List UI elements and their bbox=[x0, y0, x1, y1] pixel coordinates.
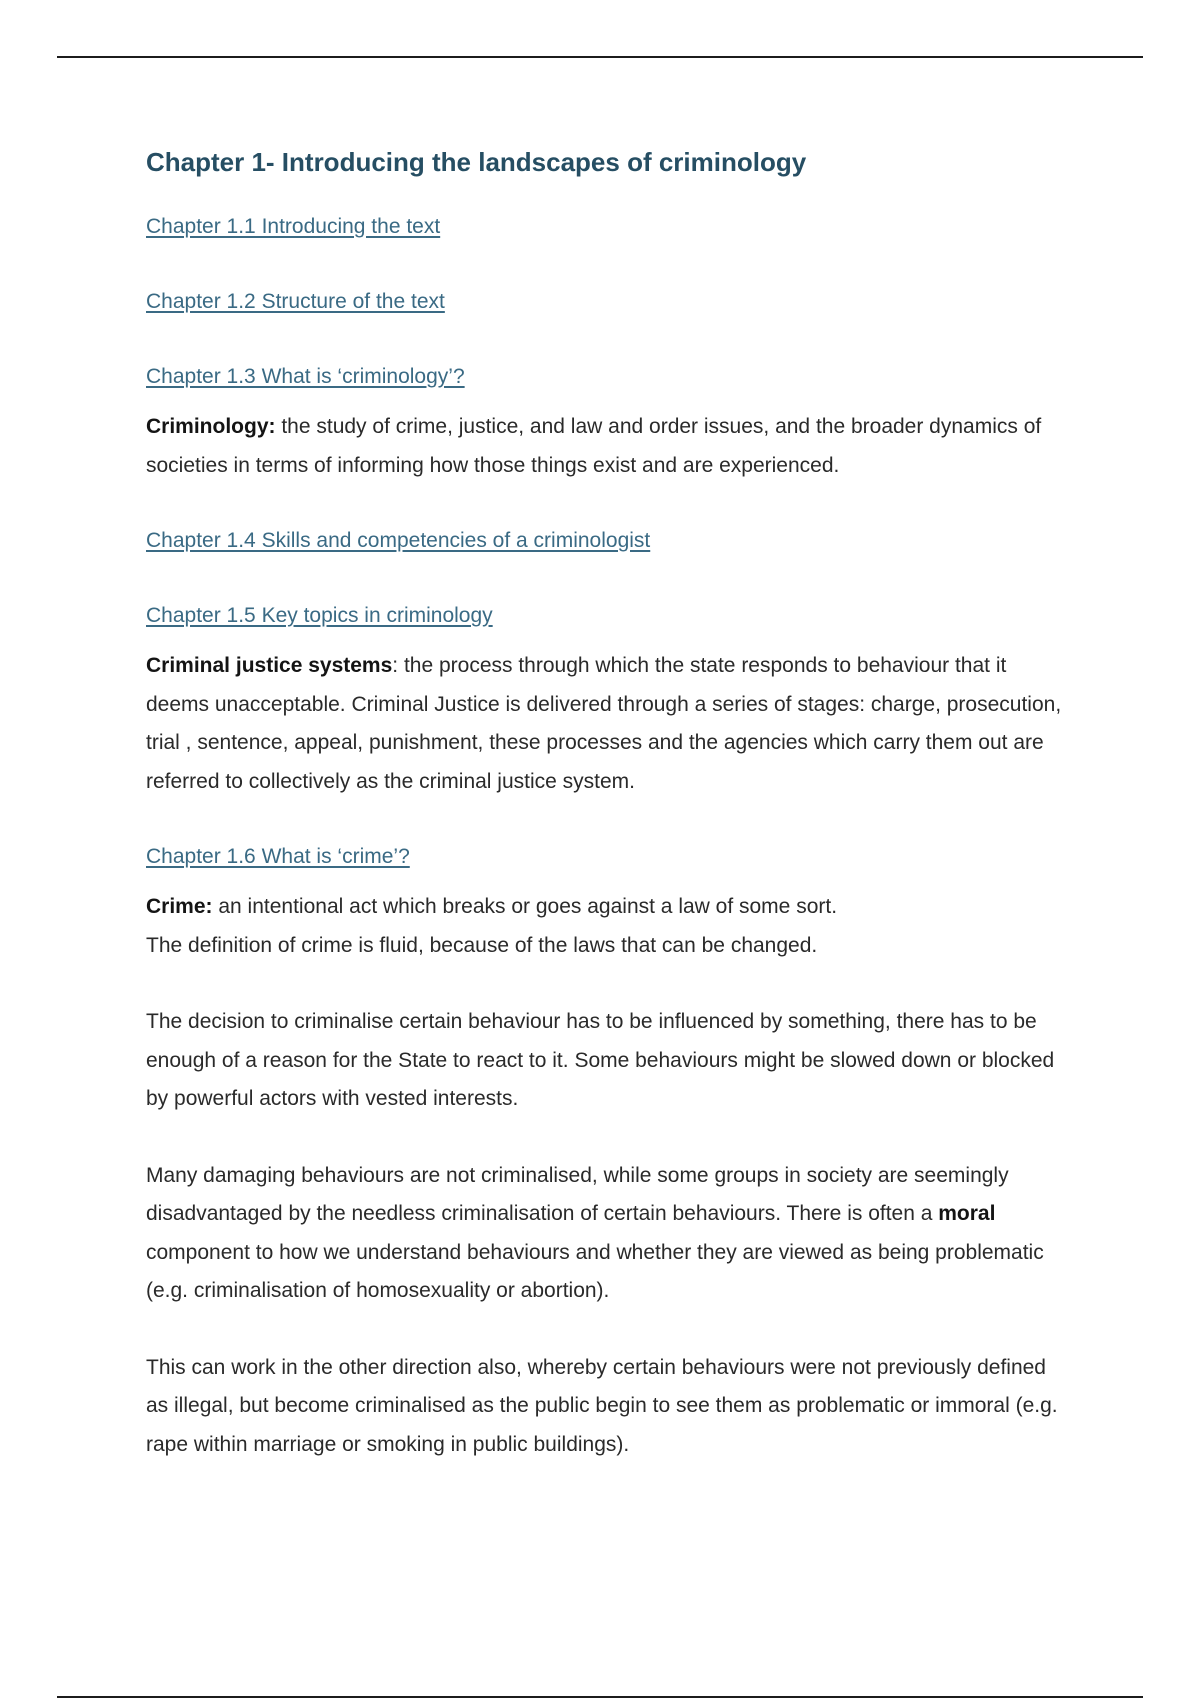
chapter-title: Chapter 1- Introducing the landscapes of criminology bbox=[146, 147, 807, 177]
section-link-skills-and-competencies[interactable]: Chapter 1.4 Skills and competencies of a criminologist bbox=[146, 529, 651, 552]
section-link-what-is-crime[interactable]: Chapter 1.6 What is ‘crime’? bbox=[146, 845, 410, 868]
section-link-key-topics[interactable]: Chapter 1.5 Key topics in criminology bbox=[146, 604, 493, 627]
definition-criminal-justice-systems bbox=[146, 647, 1066, 801]
paragraph-damaging-behaviours bbox=[146, 1157, 1066, 1311]
definition-crime bbox=[146, 888, 1066, 965]
section-1-6 bbox=[146, 838, 1066, 1464]
term-criminology: Criminology: bbox=[146, 415, 276, 438]
section-1-5 bbox=[146, 597, 1066, 801]
document-body bbox=[146, 130, 1066, 1464]
top-rule bbox=[57, 56, 1143, 58]
paragraph-other-direction: This can work in the other direction also, whereby certain behaviours were not previously defined as illegal, but become criminalised as the public begin to see them as problematic or immoral (e.g. rape within marriage or smoking in public buildings). bbox=[146, 1355, 1058, 1456]
emphasis-moral: moral bbox=[938, 1202, 996, 1225]
bottom-rule bbox=[57, 1696, 1143, 1698]
definition-text: the study of crime, justice, and law and order issues, and the broader dynamics of societies in terms of informing how those things exist and are experienced. bbox=[146, 415, 1042, 477]
definition-criminology bbox=[146, 408, 1066, 485]
section-link-what-is-criminology[interactable]: Chapter 1.3 What is ‘criminology’? bbox=[146, 365, 465, 388]
definition-text: an intentional act which breaks or goes against a law of some sort. bbox=[212, 895, 838, 918]
section-1-3 bbox=[146, 358, 1066, 485]
section-1-2 bbox=[146, 283, 1066, 321]
section-1-1 bbox=[146, 208, 1066, 246]
section-link-introducing-the-text[interactable]: Chapter 1.1 Introducing the text bbox=[146, 215, 441, 238]
paragraph-text: Many damaging behaviours are not criminalised, while some groups in society are seemingly disadvantaged by the needless criminalisation of certain behaviours. There is often a bbox=[146, 1163, 1009, 1225]
definition-text-line2: The definition of crime is fluid, because of the laws that can be changed. bbox=[146, 933, 818, 957]
paragraph-criminalisation-decision: The decision to criminalise certain behaviour has to be influenced by something, there has to be enough of a reason for the State to react to it. Some behaviours might be slowed down or blocked by powerful actors with vested interests. bbox=[146, 1010, 1055, 1110]
term-crime: Crime: bbox=[146, 895, 213, 918]
section-1-4 bbox=[146, 522, 1066, 560]
definition-text: : the process through which the state responds to behaviour that it deems unacceptable. Criminal Justice is delivered through a series of stages: charge, prosecution, trial , sentence, appeal, punishment, these processes and the agencies which carry them out are referred to collectively as the criminal justice system. bbox=[146, 654, 1062, 793]
section-link-structure-of-the-text[interactable]: Chapter 1.2 Structure of the text bbox=[146, 290, 445, 313]
term-criminal-justice-systems: Criminal justice systems bbox=[146, 654, 393, 677]
paragraph-text: component to how we understand behaviours and whether they are viewed as being problematic (e.g. criminalisation of homosexuality or abortion). bbox=[146, 1240, 1044, 1302]
